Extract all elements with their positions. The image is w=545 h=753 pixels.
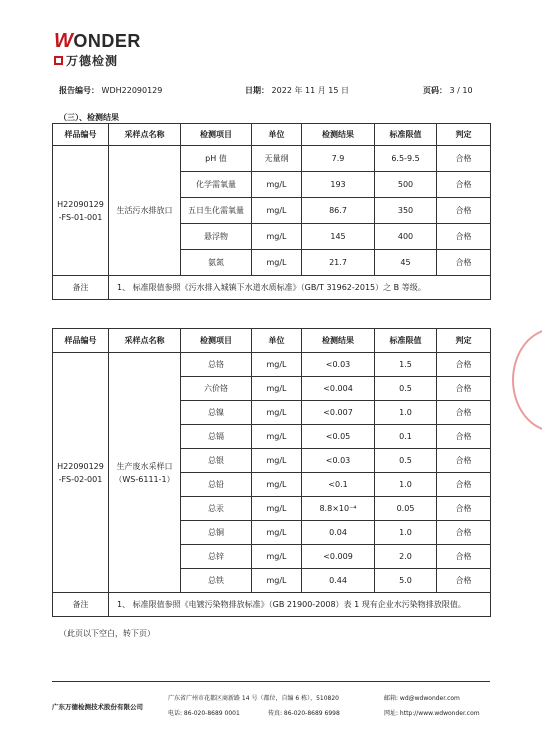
judgement-cell: 合格	[437, 146, 491, 172]
judgement-cell: 合格	[437, 497, 491, 521]
test-item-cell: 总镉	[181, 425, 252, 449]
footer-address: 广东省广州市花都区商新路 14 号（都位，自编 6 栋），510820	[168, 695, 339, 702]
result-cell: 193	[302, 172, 375, 198]
note-text: 1、 标准限值参照《电镀污染物排放标准》（GB 21900-2008）表 1 现有企业水污染物排放限值。	[109, 593, 491, 617]
col-result: 检测结果	[302, 329, 375, 353]
limit-cell: 0.5	[375, 449, 437, 473]
page-number-label: 页码：	[423, 86, 447, 95]
unit-cell: mg/L	[252, 377, 302, 401]
footer-phone: 电话: 86-020-8689 0001	[168, 710, 240, 717]
unit-cell: 无量纲	[252, 146, 302, 172]
report-number-value: WDH22090129	[101, 86, 163, 95]
unit-cell: mg/L	[252, 473, 302, 497]
col-unit: 单位	[252, 124, 302, 146]
sample-id-cell: H22090129 -FS-01-001	[53, 146, 109, 276]
seal-stamp	[512, 328, 542, 430]
judgement-cell: 合格	[437, 425, 491, 449]
judgement-cell: 合格	[437, 545, 491, 569]
test-item-cell: 六价铬	[181, 377, 252, 401]
footer-email: 邮箱: wd@wdwonder.com	[384, 695, 460, 702]
test-item-cell: 总镍	[181, 401, 252, 425]
test-item-cell: 总铅	[181, 473, 252, 497]
logo-wordmark	[54, 31, 176, 51]
note-text: 1、 标准限值参照《污水排入城镇下水道水质标准》（GB/T 31962-2015）之 B 等级。	[109, 276, 491, 300]
report-number-label: 报告编号：	[59, 86, 99, 95]
result-cell: 0.44	[302, 569, 375, 593]
judgement-cell: 合格	[437, 473, 491, 497]
test-item-cell: 五日生化需氧量	[181, 198, 252, 224]
col-sample-id: 样品编号	[53, 124, 109, 146]
limit-cell: 1.0	[375, 401, 437, 425]
limit-cell: 0.1	[375, 425, 437, 449]
result-table-2	[52, 328, 491, 617]
test-item-cell: 总锌	[181, 545, 252, 569]
report-date	[245, 85, 349, 96]
test-item-cell: pH 值	[181, 146, 252, 172]
result-cell: <0.05	[302, 425, 375, 449]
table-header-row	[53, 124, 491, 146]
test-item-cell: 总铁	[181, 569, 252, 593]
limit-cell: 6.5-9.5	[375, 146, 437, 172]
col-limit: 标准限值	[375, 329, 437, 353]
unit-cell: mg/L	[252, 224, 302, 250]
footer-fax: 传真: 86-020-8689 6998	[268, 710, 340, 717]
judgement-cell: 合格	[437, 377, 491, 401]
unit-cell: mg/L	[252, 425, 302, 449]
limit-cell: 1.5	[375, 353, 437, 377]
footer-company: 广东万德检测技术股份有限公司	[52, 703, 143, 711]
report-date-value: 2022 年 11 月 15 日	[271, 86, 349, 95]
col-sample-id: 样品编号	[53, 329, 109, 353]
company-logo	[54, 31, 176, 73]
limit-cell: 1.0	[375, 473, 437, 497]
col-unit: 单位	[252, 329, 302, 353]
result-cell: <0.009	[302, 545, 375, 569]
unit-cell: mg/L	[252, 250, 302, 276]
unit-cell: mg/L	[252, 353, 302, 377]
logo-chinese-name: 万德检测	[66, 54, 119, 68]
unit-cell: mg/L	[252, 569, 302, 593]
unit-cell: mg/L	[252, 497, 302, 521]
page-number-value: 3 / 10	[449, 86, 473, 95]
judgement-cell: 合格	[437, 224, 491, 250]
result-cell: 21.7	[302, 250, 375, 276]
test-item-cell: 总铬	[181, 353, 252, 377]
judgement-cell: 合格	[437, 353, 491, 377]
judgement-cell: 合格	[437, 401, 491, 425]
table-row	[53, 146, 491, 172]
result-cell: <0.1	[302, 473, 375, 497]
table-header-row	[53, 329, 491, 353]
result-cell: 7.9	[302, 146, 375, 172]
col-test-item: 检测项目	[181, 329, 252, 353]
result-cell: 0.04	[302, 521, 375, 545]
test-item-cell: 化学需氧量	[181, 172, 252, 198]
logo-v-mark: W	[54, 30, 74, 52]
judgement-cell: 合格	[437, 172, 491, 198]
unit-cell: mg/L	[252, 449, 302, 473]
report-number	[59, 85, 162, 96]
judgement-cell: 合格	[437, 449, 491, 473]
limit-cell: 45	[375, 250, 437, 276]
judgement-cell: 合格	[437, 198, 491, 224]
test-item-cell: 总铜	[181, 521, 252, 545]
page-number	[423, 85, 473, 96]
judgement-cell: 合格	[437, 250, 491, 276]
limit-cell: 500	[375, 172, 437, 198]
note-label: 备注	[53, 276, 109, 300]
result-cell: 145	[302, 224, 375, 250]
unit-cell: mg/L	[252, 401, 302, 425]
limit-cell: 5.0	[375, 569, 437, 593]
unit-cell: mg/L	[252, 545, 302, 569]
col-judgement: 判定	[437, 329, 491, 353]
note-row	[53, 276, 491, 300]
sampling-point-cell: 生产废水采样口 （WS-6111-1）	[109, 353, 181, 593]
limit-cell: 2.0	[375, 545, 437, 569]
footer-website: 网址: http://www.wdwonder.com	[384, 710, 480, 717]
logo-subline	[54, 52, 176, 69]
judgement-cell: 合格	[437, 569, 491, 593]
test-item-cell: 悬浮物	[181, 224, 252, 250]
result-cell: 8.8×10⁻⁴	[302, 497, 375, 521]
test-item-cell: 总银	[181, 449, 252, 473]
note-row	[53, 593, 491, 617]
col-sampling-point: 采样点名称	[109, 124, 181, 146]
limit-cell: 1.0	[375, 521, 437, 545]
col-test-item: 检测项目	[181, 124, 252, 146]
footer-divider	[52, 681, 490, 682]
col-sampling-point: 采样点名称	[109, 329, 181, 353]
limit-cell: 350	[375, 198, 437, 224]
test-item-cell: 氨氮	[181, 250, 252, 276]
section-title: （三）、检测结果	[59, 113, 119, 122]
col-result: 检测结果	[302, 124, 375, 146]
result-cell: <0.03	[302, 449, 375, 473]
logo-square-icon	[54, 56, 63, 65]
result-table-1	[52, 123, 491, 300]
report-date-label: 日期：	[245, 86, 269, 95]
sample-id-cell: H22090129 -FS-02-001	[53, 353, 109, 593]
sampling-point-cell: 生活污水排放口	[109, 146, 181, 276]
result-cell: 86.7	[302, 198, 375, 224]
col-limit: 标准限值	[375, 124, 437, 146]
logo-brand-text: ONDER	[73, 31, 141, 51]
limit-cell: 400	[375, 224, 437, 250]
limit-cell: 0.05	[375, 497, 437, 521]
unit-cell: mg/L	[252, 172, 302, 198]
col-judgement: 判定	[437, 124, 491, 146]
test-item-cell: 总汞	[181, 497, 252, 521]
note-label: 备注	[53, 593, 109, 617]
unit-cell: mg/L	[252, 198, 302, 224]
table-row	[53, 353, 491, 377]
result-cell: <0.004	[302, 377, 375, 401]
judgement-cell: 合格	[437, 521, 491, 545]
unit-cell: mg/L	[252, 521, 302, 545]
blank-page-note: （此页以下空白，转下页）	[59, 629, 155, 638]
result-cell: <0.007	[302, 401, 375, 425]
limit-cell: 0.5	[375, 377, 437, 401]
result-cell: <0.03	[302, 353, 375, 377]
